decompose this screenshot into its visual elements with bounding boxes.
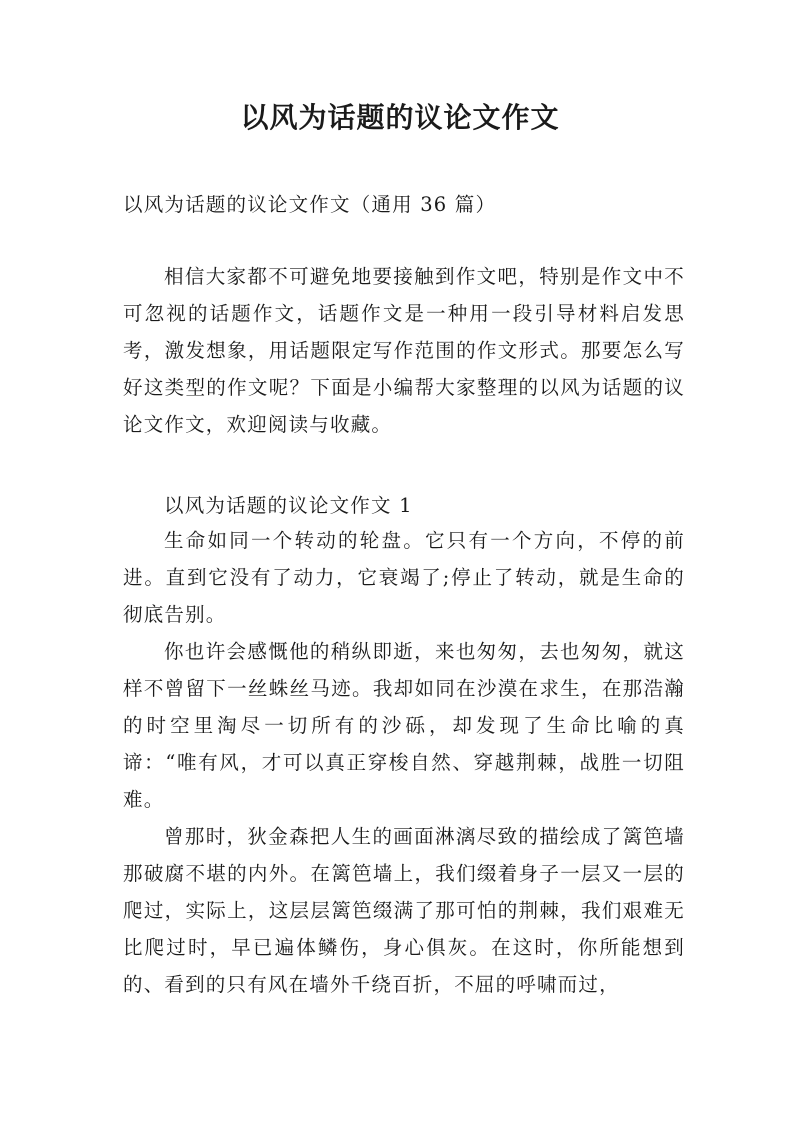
intro-block — [123, 258, 685, 443]
section-body — [123, 522, 685, 1003]
document-title: 以风为话题的议论文作文 — [240, 101, 560, 134]
intro-paragraph: 相信大家都不可避免地要接触到作文吧，特别是作文中不可忽视的话题作文，话题作文是一种用一段引导材料启发思考，激发想象，用话题限定写作范围的作文形式。那要怎么写好这类型的作文呢？下面是小编帮大家整理的以风为话题的议论文作文，欢迎阅读与收藏。 — [123, 265, 685, 436]
paragraph: 生命如同一个转动的轮盘。它只有一个方向，不停的前进。直到它没有了动力，它衰竭了;停止了转动，就是生命的彻底告别。 — [123, 529, 685, 626]
document-subtitle: 以风为话题的议论文作文（通用 36 篇） — [123, 193, 497, 216]
paragraph: 曾那时，狄金森把人生的画面淋漓尽致的描绘成了篱笆墙那破腐不堪的内外。在篱笆墙上，我们缀着身子一层又一层的爬过，实际上，这层层篱笆缀满了那可怕的荆棘，我们艰难无比爬过时，早已遍体鳞伤，身心俱灰。在这时，你所能想到的、看到的只有风在墙外千绕百折，不屈的呼啸而过， — [123, 825, 685, 996]
paragraph: 你也许会感慨他的稍纵即逝，来也匆匆，去也匆匆，就这样不曾留下一丝蛛丝马迹。我却如同在沙漠在求生，在那浩瀚的时空里淘尽一切所有的沙砾，却发现了生命比喻的真谛：“唯有风，才可以真正穿梭自然、穿越荆棘，战胜一切阻难。 — [123, 640, 685, 811]
section-heading: 以风为话题的议论文作文 1 — [164, 494, 413, 517]
